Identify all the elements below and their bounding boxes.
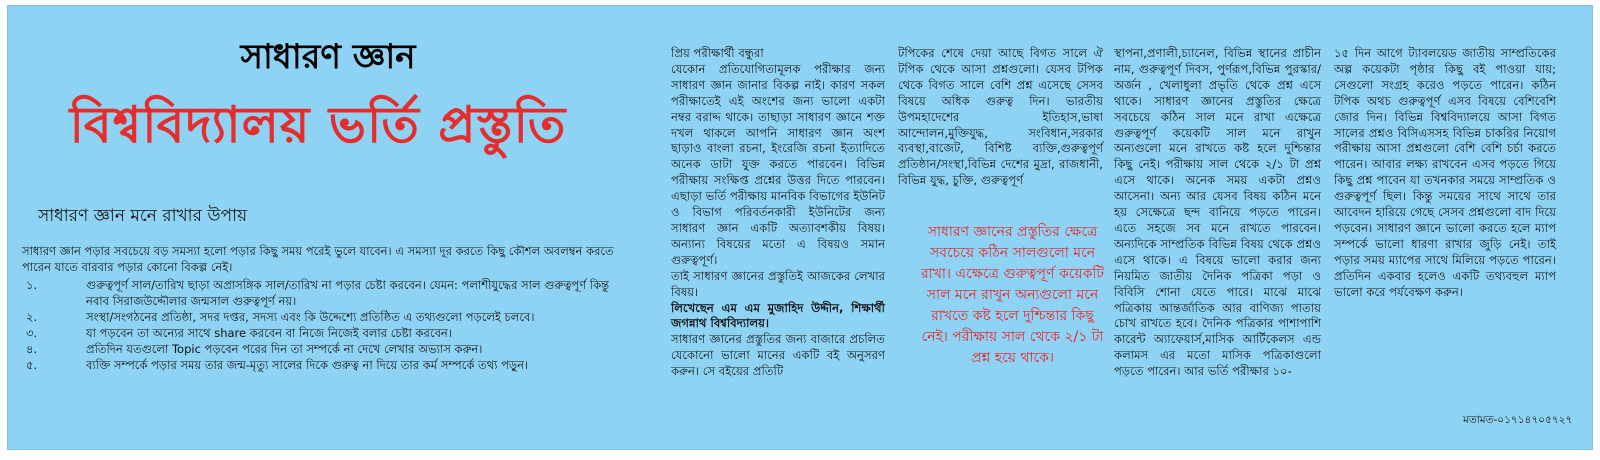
greeting: প্রিয় পরীক্ষার্থী বন্ধুরা	[671, 46, 764, 60]
article-paragraph: ১৫ দিন আগে ট্যাবলয়েড জাতীয় সাম্প্রতিকের অল্প কয়েকটা পৃষ্ঠার কিছু বই পাওয়া যায়; সেগুলো সংগ্রহ করেও পড়তে পারেন। কঠিন টপিক অথচ গুরুত্বপূর্ণ এসব বিষয়ে বেশিবেশি জোর দিন। বিভিন্ন বিশ্ববিদ্যালয়ে আসা বিগত সালের প্রশ্নও বিসিএসসহ বিভিন্ন চাকরির নিয়োগ পরীক্ষায় আসা প্রশ্নগুলো বেশি বেশি চর্চা করতে পারেন। আবার লক্ষ্য রাখবেন এসব পড়তে গিয়ে কিছু প্রশ্ন পাবেন যা তখনকার সময়ে সাম্প্রতিক ও গুরুত্বপূর্ণ ছিল। কিন্তু সময়ের সাথে সাথে তার আবেদন হারিয়ে গেছে সেসব প্রশ্নগুলো বাদ দিয়ে পড়বেন। সাধারণ জ্ঞানে ভালো করতে হলে ম্যাপ সম্পর্কে ভালো ধারণা রাখার জুড়ি নেই। তাই পড়ার সময় ম্যাপের সাথে মিলিয়ে পড়তে পারেন। প্রতিদিন একবার হলেও একটি তথ্যবহুল ম্যাপ ভালো করে পর্যবেক্ষণ করুন।	[1334, 46, 1556, 299]
tip-number: ১.	[26, 278, 38, 292]
article-paragraph: স্থাপনা,প্রণালী,চ্যানেল, বিভিন্ন স্থানের প্রাচীন নাম, গুরুত্বপূর্ণ দিবস, পুর্ণরূপ,বিভিন্ন পুরস্কার/অর্জন , খেলাধুলা প্রভৃতি থেকে প্রশ্ন এসে থাকে। সাধারণ জ্ঞানের প্রস্তুতির ক্ষেত্রে সবচেয়ে কঠিন সাল মনে রাখা এক্ষেত্রে গুরুত্বপূর্ণ কয়েকটি সাল মনে রাখুন অন্যগুলো মনে রাখতে কষ্ট হলে দুশ্চিন্তার কিছু নেই। পরীক্ষায় সাল থেকে ২/১ টা প্রশ্ন এসে থাকে। অনেক সময় একটা প্রশ্নও আসেনা। অন্য আর যেসব বিষয় কঠিন মনে হয় সেক্ষেত্রে ছন্দ বানিয়ে পড়তে পারেন। এতে সহজে সব মনে রাখতে পারবেন। অন্যদিকে সাম্প্রতিক বিভিন্ন বিষয় থেকে প্রশ্নও এসে থাকে। এ বিষয়ে ভালো করার জন্য নিয়মিত জাতীয় দৈনিক পত্রিকা পড়া ও বিবিসি শোনা যেতে পারে। মাঝে মাঝে পত্রিকায় আন্তর্জাতিক আর বাণিজ্য পাতায় চোখ রাখতে হবে। দৈনিক পত্রিকার পাশাপাশি কারেন্ট অ্যাফেয়ার্স,মাসিক আর্টিকেলস এন্ড কলামস এর মতো মাসিক পত্রিকাগুলো পড়তে পারেন। আর ভর্তি পরীক্ষার ১০-	[1114, 46, 1321, 379]
pull-quote: সাধারণ জ্ঞানের প্রস্তুতির ক্ষেত্রে সবচেয়ে কঠিন সালগুলো মনে রাখা। এক্ষেত্রে গুরুত্বপূর্ণ কয়েকটি সাল মনে রাখুন অন্যগুলো মনে রাখতে কষ্ট হলে দুশ্চিন্তার কিছু নেই। পরীক্ষায় সাল থেকে ২/১ টা প্রশ্ন হয়ে থাকে।	[920, 224, 1105, 366]
article-column-4	[1334, 46, 1556, 301]
tip-item	[22, 341, 622, 357]
tips-intro: সাধারণ জ্ঞান পড়ার সবচেয়ে বড় সমস্যা হলো পড়ার কিছু সময় পরেই ভুলে যাবেন। এ সমস্যা দূর করতে কিছু কৌশল অবলম্বন করতে পারেন যাতে বারবার পড়ার কোনো বিকল্প নেই।	[22, 244, 614, 274]
tip-text: প্রতিদিন যতগুলো Topic পড়বেন পরের দিন তা সম্পর্কে না দেখে লেখার অভ্যাস করুন।	[86, 342, 483, 356]
tips-block	[22, 243, 622, 373]
tip-number: ৪.	[26, 342, 38, 356]
article-column-1	[671, 46, 885, 380]
article-paragraph: তাই সাধারণ জ্ঞানের প্রস্তুতিই আজকের লেখার বিষয়।	[671, 268, 885, 299]
tip-item	[22, 277, 622, 309]
main-headline: বিশ্ববিদ্যালয় ভর্তি প্রস্তুতি	[69, 95, 567, 154]
tip-item	[22, 309, 622, 325]
tip-text: ব্যক্তি সম্পর্কে পড়ার সময় তার জন্ম-মৃত্যু সালের দিকে গুরুত্ব না দিয়ে তার কর্ম সম্পর্কে তথ্য পড়ুন।	[86, 358, 529, 372]
article-paragraph: টপিকের শেষে দেয়া আছে বিগত সালে ঐ টপিক থেকে আসা প্রশ্নগুলো। যেসব টপিক থেকে বিগত সালে বেশি প্রশ্ন এসেছে সেসব বিষয়ে অধিক গুরুত্ব দিন। ভারতীয় উপমহাদেশের ইতিহাস,ভাষা আন্দোলন,মুক্তিযুদ্ধ, সংবিধান,সরকার ব্যবস্থা,বাজেট, বিশিষ্ট ব্যক্তি,গুরুত্বপূর্ণ প্রতিষ্ঠান/সংস্থা,বিভিন্ন দেশের মুদ্রা, রাজধানী, বিভিন্ন যুদ্ধ, চুক্তি, গুরুত্বপূর্ণ	[898, 46, 1103, 188]
article-column-2	[898, 46, 1103, 189]
newspaper-page	[7, 5, 1593, 450]
author-byline: লিখেছেন এম এম মুজাহিদ উদ্দীন, শিক্ষার্থী জগন্নাথ বিশ্ববিদ্যালয়।	[671, 300, 885, 331]
tip-item	[22, 325, 622, 341]
contact-number: মতামত-০১৭১৪৭০৫৭২৭	[1463, 414, 1573, 426]
tip-item	[22, 357, 622, 373]
tip-number: ২.	[26, 310, 38, 324]
tip-text: যা পড়বেন তা অন্যের সাথে share করবেন বা নিজে নিজেই বলার চেষ্টা করবেন।	[86, 326, 452, 340]
tips-subheading: সাধারণ জ্ঞান মনে রাখার উপায়	[38, 206, 248, 226]
section-title: সাধারণ জ্ঞান	[240, 37, 416, 77]
tip-number: ৩.	[26, 326, 38, 340]
tip-text: গুরুত্বপূর্ণ সাল/তারিখ ছাড়া অপ্রাসঙ্গিক সাল/তারিখ না পড়ার চেষ্টা করবেন। যেমন: পলাশীযুদ্ধের সাল গুরুত্বপূর্ণ কিন্তু নবাব সিরাজউদ্দৌলার জন্মসাল গুরুত্বপূর্ণ নয়।	[86, 278, 610, 308]
tips-list	[22, 277, 622, 373]
article-column-3	[1114, 46, 1321, 380]
article-paragraph: যেকোন প্রতিযোগিতামূলক পরীক্ষার জন্য সাধারণ জ্ঞান জানার বিকল্প নাই। কারণ সকল পরীক্ষাতেই এই অংশের জন্য ভালো একটা নম্বর বরাদ্দ থাকে। তাছাড়া সাধারণ জ্ঞানে শক্ত দখল থাকলে আপনি সাধারণ জ্ঞান অংশ ছাড়াও বাংলা রচনা, ইংরেজি রচনা ইত্যাদিতে অনেক ডাটা যুক্ত করতে পারবেন। বিভিন্ন পরীক্ষায় সংক্ষিপ্ত প্রশ্নের উত্তর দিতে পারবেন। এছাড়া ভর্তি পরীক্ষায় মানবিক বিভাগের ইউনিট ও বিভাগ পরিবর্তনকারী ইউনিটের জন্য সাধারণ জ্ঞান একটি অত্যাবশকীয় বিষয়। অন্যান্য বিষয়ের মতো এ বিষয়ও সমান গুরুত্বপূর্ণ।	[671, 61, 885, 267]
tip-number: ৫.	[26, 358, 38, 372]
article-paragraph: সাধারণ জ্ঞানের প্রস্তুতির জন্য বাজারে প্রচলিত যেকোনো ভালো মানের একটি বই অনুসরণ করুন। সে বইয়ের প্রতিটি	[671, 332, 885, 379]
tip-text: সংস্থা/সংগঠনের প্রতিষ্ঠা, সদর দপ্তর, সদস্য এবং কি উদ্দেশ্যে প্রতিষ্ঠিত এ তথ্যগুলো পড়লেই চলবে।	[86, 310, 535, 324]
